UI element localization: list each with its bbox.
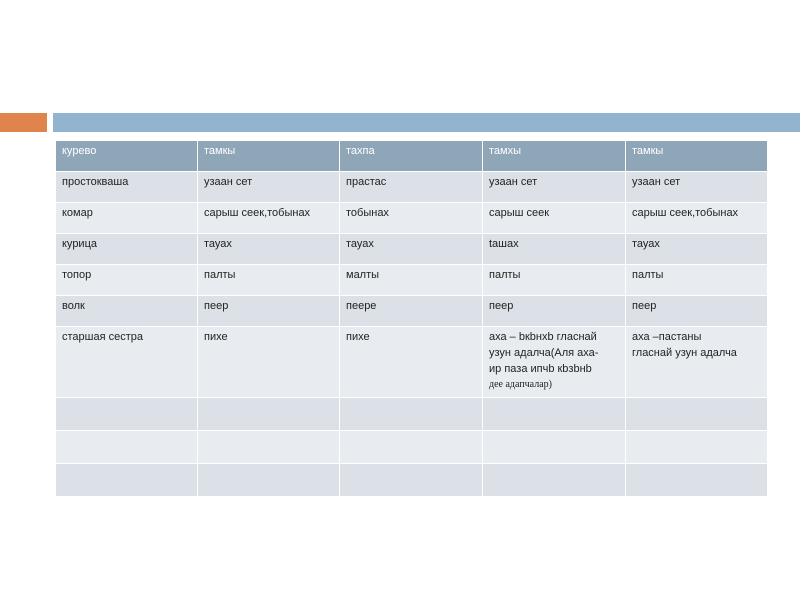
header-cell: тамкы — [198, 141, 340, 172]
accent-bar-blue — [53, 113, 800, 132]
table-row — [56, 296, 768, 327]
table-cell: прастас — [340, 172, 483, 203]
table-cell: узаан сет — [198, 172, 340, 203]
empty-cell — [56, 398, 198, 431]
table-cell: пеер — [198, 296, 340, 327]
table-row — [56, 234, 768, 265]
table-row — [56, 203, 768, 234]
empty-row — [56, 431, 768, 464]
table-cell: taшax — [483, 234, 626, 265]
empty-cell — [626, 398, 768, 431]
table-row — [56, 265, 768, 296]
table-row — [56, 327, 768, 398]
table-cell: комар — [56, 203, 198, 234]
table-cell-note — [626, 327, 768, 398]
table-cell: тауах — [626, 234, 768, 265]
table-cell: простокваша — [56, 172, 198, 203]
empty-cell — [483, 398, 626, 431]
table-cell: сарыш сеек,тобынах — [626, 203, 768, 234]
table-cell: узаан сет — [483, 172, 626, 203]
empty-cell — [340, 464, 483, 497]
note-line: дее адапчалар) — [489, 379, 552, 390]
empty-cell — [198, 398, 340, 431]
note-line: аха – bкbнхb гласнай — [489, 331, 597, 343]
empty-cell — [56, 431, 198, 464]
table-cell: палты — [626, 265, 768, 296]
empty-cell — [626, 464, 768, 497]
table-row — [56, 172, 768, 203]
table-cell: малты — [340, 265, 483, 296]
table-cell: пеере — [340, 296, 483, 327]
table-cell: узаан сет — [626, 172, 768, 203]
table-cell: курица — [56, 234, 198, 265]
table-cell: пихе — [198, 327, 340, 398]
table-cell: тауах — [198, 234, 340, 265]
header-cell: курево — [56, 141, 198, 172]
empty-cell — [483, 464, 626, 497]
empty-cell — [340, 398, 483, 431]
table-cell: палты — [483, 265, 626, 296]
empty-row — [56, 464, 768, 497]
empty-cell — [483, 431, 626, 464]
table-cell: пеер — [626, 296, 768, 327]
header-cell: тамхы — [483, 141, 626, 172]
note-line: гласнай узун адалча — [632, 347, 737, 359]
empty-cell — [626, 431, 768, 464]
empty-cell — [198, 431, 340, 464]
table-cell: палты — [198, 265, 340, 296]
note-line: узун адалча(Аля аха- — [489, 347, 599, 359]
empty-cell — [56, 464, 198, 497]
header-cell: тахпа — [340, 141, 483, 172]
accent-bar-orange — [0, 113, 47, 132]
table-cell: тауах — [340, 234, 483, 265]
note-line: аха –пастаны — [632, 331, 702, 343]
table-cell: старшая сестра — [56, 327, 198, 398]
table-cell-note — [483, 327, 626, 398]
table-cell: топор — [56, 265, 198, 296]
table-cell: пеер — [483, 296, 626, 327]
table-cell: тобынах — [340, 203, 483, 234]
table-cell: волк — [56, 296, 198, 327]
table-cell: сарыш сеек,тобынах — [198, 203, 340, 234]
table-header-row — [56, 141, 768, 172]
note-line: ир паза ипчb кbзbнb — [489, 363, 592, 375]
empty-cell — [198, 464, 340, 497]
word-comparison-table — [55, 140, 768, 497]
table-cell: сарыш сеек — [483, 203, 626, 234]
header-cell: тамкы — [626, 141, 768, 172]
empty-row — [56, 398, 768, 431]
table-cell: пихе — [340, 327, 483, 398]
empty-cell — [340, 431, 483, 464]
